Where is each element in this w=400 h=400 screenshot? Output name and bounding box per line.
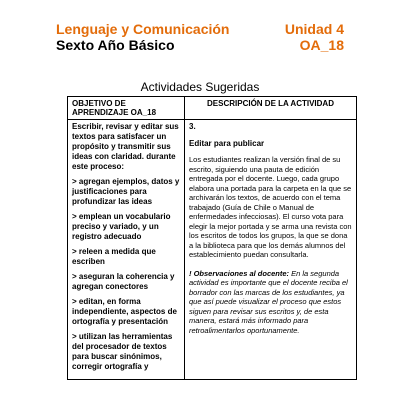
objective-cell (68, 120, 185, 380)
teacher-observations (189, 269, 352, 336)
objective-item: > agregan ejemplos, datos y justificaciones para profundizar las ideas (72, 177, 180, 206)
activity-body: Los estudiantes realizan la versión final de su escrito, siguiendo una pauta de edición entregada por el docente. Luego, cada grupo elabora una portada para la carpeta en la que se archivarán los textos, de acuerdo con el tema trabajado (Guía de Chile o Manual de enfermedades infecciosas). El curso vota para elegir la mejor portada y se arma una revista con los escritos de todos los grupos, la que se dona a la biblioteca para que los demás alumnos del establecimiento puedan consultarla. (189, 155, 352, 259)
table-row (68, 120, 357, 380)
objective-item: > releen a medida que escriben (72, 247, 156, 266)
description-column-header: DESCRIPCIÓN DE LA ACTIVIDAD (185, 97, 357, 120)
header-row-top (56, 21, 344, 37)
objective-item: > emplean un vocabulario preciso y variado, y un registro adecuado (72, 212, 171, 241)
header-row-bottom (56, 37, 344, 53)
section-title: Actividades Sugeridas (140, 80, 260, 94)
subject-title: Lenguaje y Comunicación (56, 21, 230, 37)
page-header (56, 21, 344, 53)
objective-item: > editan, en forma independiente, aspectos de ortografía y presentación (72, 297, 177, 326)
activity-title: Editar para publicar (189, 138, 265, 148)
table-header-row (68, 97, 357, 120)
oa-code: OA_18 (299, 37, 344, 53)
observations-text: En la segunda actividad es importante que el docente reciba el borrador con las marcas de los estudiantes, ya que así puede visualizar el proceso que estos siguen para revisar sus escritos y, de esta manera, estará más informado para retroalimentarlos oportunamente. (189, 268, 348, 335)
activity-number: 3. (189, 122, 196, 131)
objective-intro: Escribir, revisar y editar sus textos para satisfacer un propósito y transmitir sus ideas con claridad. durante este proceso: (72, 122, 179, 171)
activity-cell (185, 120, 357, 380)
unit-label: Unidad 4 (284, 21, 344, 37)
grade-label: Sexto Año Básico (56, 37, 175, 53)
objective-item: > utilizan las herramientas del procesador de textos para buscar sinónimos, corregir ortografía y (72, 332, 173, 371)
activities-table (67, 96, 357, 380)
objective-column-header: OBJETIVO DE APRENDIZAJE OA_18 (68, 97, 185, 120)
observations-label: ! Observaciones al docente: (189, 268, 290, 278)
objective-item: > aseguran la coherencia y agregan conectores (72, 272, 175, 291)
